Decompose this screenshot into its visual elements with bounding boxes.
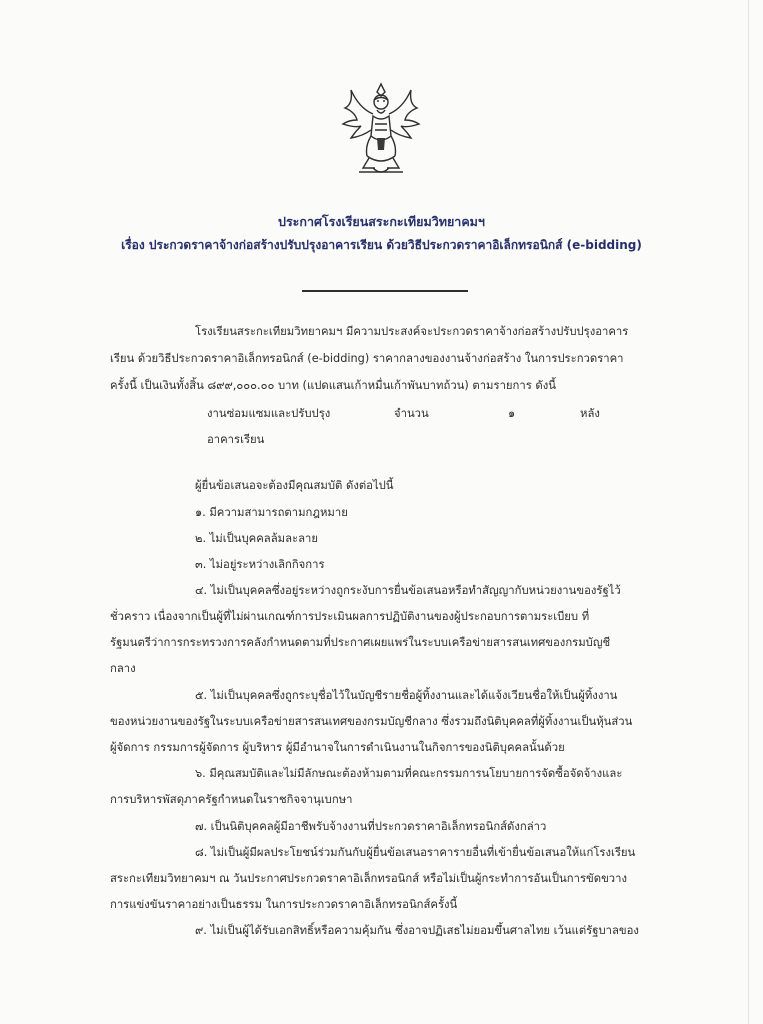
qualification-line: ๕. ไม่เป็นบุคคลซึ่งถูกระบุชื่อไว้ในบัญชีรายชื่อผู้ทิ้งงานและได้แจ้งเวียนชื่อให้เป็นผู้ทิ้งงาน [195,689,618,702]
qualification-line: ๔. ไม่เป็นบุคคลซึ่งอยู่ระหว่างถูกระงับการยื่นข้อเสนอหรือทำสัญญากับหน่วยงานของรัฐไว้ [195,584,621,597]
intro-line: เรียน ด้วยวิธีประกวดราคาอิเล็กทรอนิกส์ (e-bidding) ราคากลางของงานจ้างก่อสร้าง ในการประกวดราคา [110,352,624,365]
qualification-line: ๓. ไม่อยู่ระหว่างเลิกกิจการ [195,558,325,571]
work-item-qty-label: จำนวน [394,407,429,420]
work-item-unit: หลัง [580,407,600,420]
qualification-line: ๗. เป็นนิติบุคคลผู้มีอาชีพรับจ้างงานที่ประกวดราคาอิเล็กทรอนิกส์ดังกล่าว [195,820,547,833]
announcement-subject: เรื่อง ประกวดราคาจ้างก่อสร้างปรับปรุงอาคารเรียน ด้วยวิธีประกวดราคาอิเล็กทรอนิกส์ (e-bidding) [121,238,642,252]
qualification-line: กลาง [110,662,136,675]
paper-edge [748,0,749,1024]
qualification-line: ๑. มีความสามารถตามกฎหมาย [195,506,348,519]
qualification-line: ชั่วคราว เนื่องจากเป็นผู้ที่ไม่ผ่านเกณฑ์การประเมินผลการปฏิบัติงานของผู้ประกอบการตามระเบียบ ที่ [110,610,590,623]
qualification-line: การแข่งขันราคาอย่างเป็นธรรม ในการประกวดราคาอิเล็กทรอนิกส์ครั้งนี้ [110,898,458,911]
qualification-line: การบริหารพัสดุภาครัฐกำหนดในราชกิจจานุเบกษา [110,793,353,806]
qualification-line: ผู้จัดการ กรรมการผู้จัดการ ผู้บริหาร ผู้มีอำนาจในการดำเนินงานในกิจการของนิติบุคคลนั้นด้วย [110,741,565,754]
qualifications-heading: ผู้ยื่นข้อเสนอจะต้องมีคุณสมบัติ ดังต่อไปนี้ [195,479,394,492]
work-item-name: งานซ่อมแซมและปรับปรุง [207,407,331,420]
work-item-qty: ๑ [508,407,516,420]
qualification-line: ๒. ไม่เป็นบุคคลล้มละลาย [195,532,318,545]
intro-line: ครั้งนี้ เป็นเงินทั้งสิ้น ๘๙๙,๐๐๐.๐๐ บาท (แปดแสนเก้าหมื่นเก้าพันบาทถ้วน) ตามรายการ ดังนี้ [110,379,556,392]
work-item-name-cont: อาคารเรียน [207,433,265,446]
qualification-line: ๘. ไม่เป็นผู้มีผลประโยชน์ร่วมกันกับผู้ยื่นข้อเสนอราคารายอื่นที่เข้ายื่นข้อเสนอให้แก่โรงเรียน [195,846,636,859]
qualification-line: รัฐมนตรีว่าการกระทรวงการคลังกำหนดตามที่ประกาศเผยแพร่ในระบบเครือข่ายสารสนเทศของกรมบัญชี [110,636,611,649]
garuda-emblem-icon [333,80,429,182]
qualification-line: ๖. มีคุณสมบัติและไม่มีลักษณะต้องห้ามตามที่คณะกรรมการนโยบายการจัดซื้อจัดจ้างและ [195,767,623,780]
intro-line: โรงเรียนสระกะเทียมวิทยาคมฯ มีความประสงค์จะประกวดราคาจ้างก่อสร้างปรับปรุงอาคาร [195,325,629,338]
title-underline [302,290,468,292]
qualification-line: ของหน่วยงานของรัฐในระบบเครือข่ายสารสนเทศของกรมบัญชีกลาง ซึ่งรวมถึงนิติบุคคลที่ผู้ทิ้งงานเป็นหุ้นส่วน [110,715,633,728]
announcement-title: ประกาศโรงเรียนสระกะเทียมวิทยาคมฯ [278,214,485,229]
qualification-line: ๙. ไม่เป็นผู้ได้รับเอกสิทธิ์หรือความคุ้มกัน ซึ่งอาจปฏิเสธไม่ยอมขึ้นศาลไทย เว้นแต่รัฐบาลของ [195,924,639,937]
qualification-line: สระกะเทียมวิทยาคมฯ ณ วันประกาศประกวดราคาอิเล็กทรอนิกส์ หรือไม่เป็นผู้กระทำการอันเป็นการขัดขวาง [110,872,628,885]
